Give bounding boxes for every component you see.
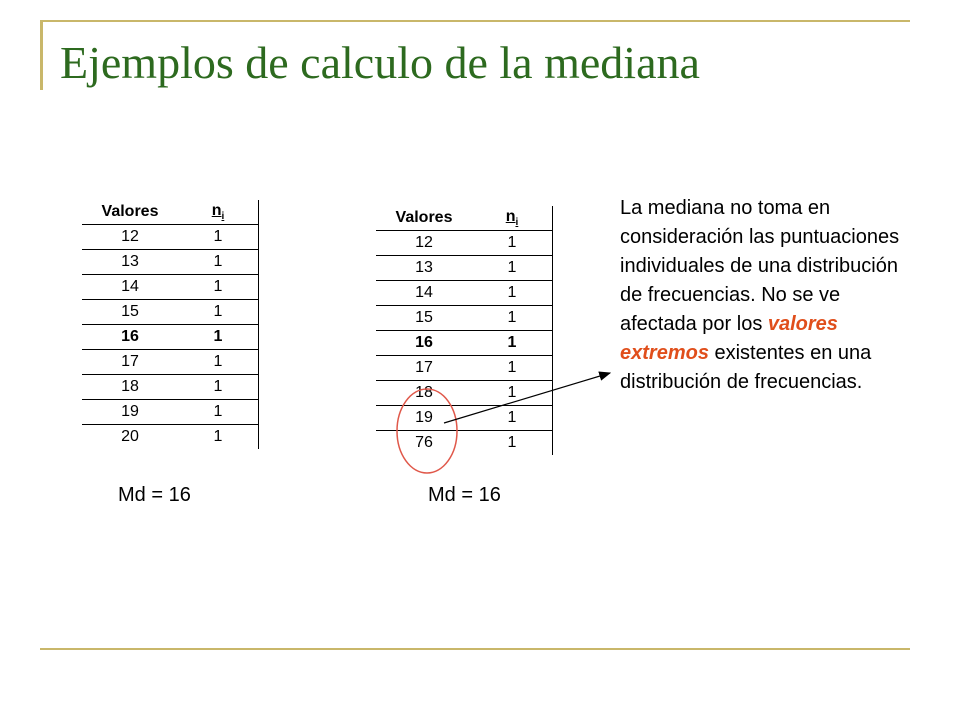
cell-frequency: 1: [472, 406, 553, 431]
cell-frequency: 1: [472, 231, 553, 256]
note-text-part2: existentes en una distribución de frecuencias.: [620, 342, 872, 393]
header-ni-main: n: [505, 207, 516, 225]
median-label-right: Md = 16: [428, 484, 501, 506]
cell-valor: 13: [376, 256, 472, 281]
cell-frequency: 1: [178, 250, 259, 275]
cell-valor: 14: [376, 281, 472, 306]
cell-frequency: 1: [472, 256, 553, 281]
header-ni-subscript: i: [221, 211, 225, 223]
annotation-arrow: [444, 373, 610, 423]
header-ni-subscript: i: [515, 217, 519, 229]
cell-valor: 19: [82, 400, 178, 425]
note-highlight: valores extremos: [620, 313, 838, 364]
cell-valor: 19: [376, 406, 472, 431]
cell-valor: 76: [415, 434, 433, 451]
cell-frequency: 1: [178, 325, 259, 350]
cell-valor: 18: [376, 381, 472, 406]
cell-valor: 15: [82, 300, 178, 325]
cell-frequency: 1: [472, 381, 553, 406]
slide-title: Ejemplos de calculo de la mediana: [60, 37, 700, 88]
cell-frequency: 1: [178, 300, 259, 325]
cell-frequency: 1: [178, 275, 259, 300]
cell-frequency: 1: [472, 356, 553, 381]
cell-valor: 17: [82, 350, 178, 375]
header-valores: Valores: [376, 206, 472, 231]
cell-frequency: 1: [472, 281, 553, 306]
cell-valor: 20: [121, 428, 139, 445]
cell-valor: 18: [82, 375, 178, 400]
cell-frequency: 1: [178, 225, 259, 250]
cell-valor: 16: [376, 331, 472, 356]
header-valores: Valores: [82, 200, 178, 225]
cell-frequency: 1: [472, 331, 553, 356]
cell-valor: 17: [376, 356, 472, 381]
cell-valor: 12: [82, 225, 178, 250]
header-ni-main: n: [211, 201, 222, 219]
cell-valor: 14: [82, 275, 178, 300]
outlier-circle: [397, 389, 457, 473]
cell-frequency: 1: [178, 400, 259, 425]
cell-frequency: 1: [178, 425, 259, 450]
cell-valor: 13: [82, 250, 178, 275]
cell-valor: 12: [376, 231, 472, 256]
bottom-decor-line: [40, 648, 910, 650]
cell-valor: 16: [82, 325, 178, 350]
cell-frequency: 1: [178, 350, 259, 375]
cell-frequency: 1: [178, 375, 259, 400]
cell-frequency: 1: [472, 431, 553, 456]
note-text-part1: La mediana no toma en consideración las puntuaciones individuales de una distribución de frecuencias. No se ve afectada por los: [620, 197, 900, 335]
cell-valor: 15: [376, 306, 472, 331]
median-label-left: Md = 16: [118, 484, 191, 506]
cell-frequency: 1: [472, 306, 553, 331]
